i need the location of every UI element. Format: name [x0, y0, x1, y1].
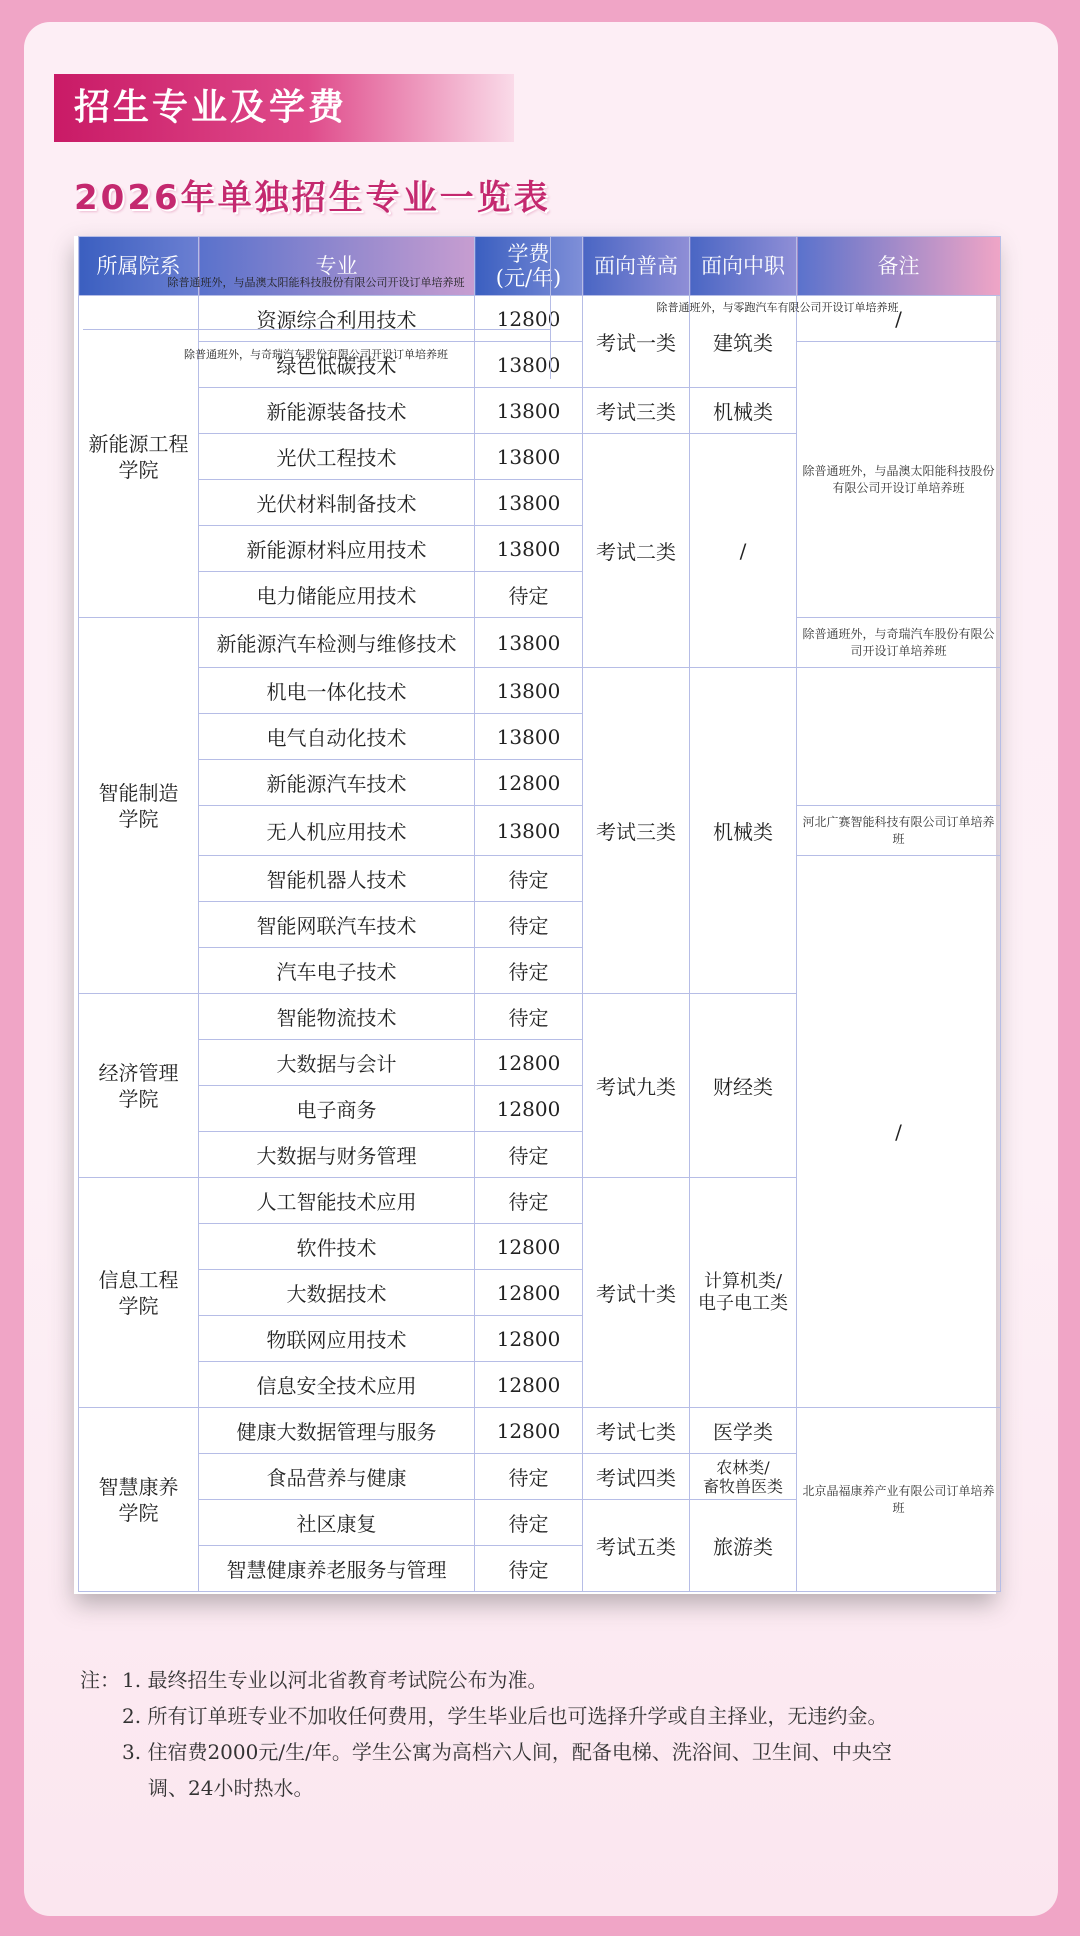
general-exam-cell: 考试十类: [583, 1178, 690, 1408]
fee-cell: 12800: [475, 1270, 583, 1316]
fee-cell: 13800: [475, 434, 583, 480]
fee-cell: 12800: [475, 1224, 583, 1270]
vocational-cell: 财经类: [690, 994, 797, 1178]
general-exam-cell: 考试三类: [583, 388, 690, 434]
college-cell: [79, 1408, 199, 1592]
fee-cell: 12800: [475, 1040, 583, 1086]
major-cell: 光伏工程技术: [199, 434, 475, 480]
major-cell: 新能源汽车技术: [199, 760, 475, 806]
vocational-cell: [690, 1454, 797, 1500]
major-cell: 健康大数据管理与服务: [199, 1408, 475, 1454]
major-cell: 大数据与财务管理: [199, 1132, 475, 1178]
major-cell: 信息安全技术应用: [199, 1362, 475, 1408]
college-name-line: 信息工程: [98, 1267, 179, 1292]
major-cell: 电气自动化技术: [199, 714, 475, 760]
general-exam-cell: 考试二类: [583, 434, 690, 668]
major-cell: 智能物流技术: [199, 994, 475, 1040]
fee-cell: 12800: [475, 1316, 583, 1362]
majors-table-container: [74, 236, 996, 1594]
college-name-line: 新能源工程: [88, 431, 189, 456]
major-cell: 汽车电子技术: [199, 948, 475, 994]
major-cell: 电子商务: [199, 1086, 475, 1132]
remark-cell: 除普通班外，与奇瑞汽车股份有限公司开设订单培养班: [797, 618, 1001, 668]
vocational-line: 计算机类/: [703, 1270, 783, 1292]
header-fee-line1: 学费: [507, 242, 550, 266]
general-exam-cell: 考试九类: [583, 994, 690, 1178]
fee-cell: 待定: [475, 1546, 583, 1592]
fee-cell: 待定: [475, 902, 583, 948]
vocational-cell: [690, 1178, 797, 1408]
major-cell: 大数据与会计: [199, 1040, 475, 1086]
header-college: 所属院系: [79, 237, 199, 296]
vocational-cell: 机械类: [690, 668, 797, 994]
notes-label: 注：: [80, 1668, 120, 1692]
major-cell: 智能网联汽车技术: [199, 902, 475, 948]
remark-cell: 北京晶福康养产业有限公司订单培养班: [797, 1408, 1001, 1592]
table-row: [79, 1408, 1001, 1454]
fee-cell: 12800: [475, 760, 583, 806]
fee-cell: 12800: [475, 1408, 583, 1454]
note-text: 3. 住宿费2000元/生/年。学生公寓为高档六人间，配备电梯、洗浴间、卫生间、中央空: [122, 1740, 892, 1764]
table-row: [79, 856, 1001, 902]
fee-cell: 待定: [475, 1454, 583, 1500]
header-major: 专业: [199, 237, 475, 296]
college-name-line: 学院: [118, 1293, 159, 1318]
fee-cell: 12800: [475, 296, 583, 342]
fee-cell: 待定: [475, 994, 583, 1040]
fee-cell: 待定: [475, 1132, 583, 1178]
fee-cell: 待定: [475, 1500, 583, 1546]
major-cell: 物联网应用技术: [199, 1316, 475, 1362]
major-cell: 智慧健康养老服务与管理: [199, 1546, 475, 1592]
fee-cell: 13800: [475, 714, 583, 760]
major-cell: 新能源材料应用技术: [199, 526, 475, 572]
college-cell: [79, 1178, 199, 1408]
fee-cell: 13800: [475, 668, 583, 714]
note-item: [80, 1662, 1020, 1698]
fee-cell: 13800: [475, 342, 583, 388]
header-remarks: 备注: [797, 237, 1001, 296]
major-cell: 无人机应用技术: [199, 806, 475, 856]
vocational-line: 畜牧兽医类: [702, 1476, 783, 1496]
note-item: [80, 1770, 1020, 1806]
general-exam-cell: 考试五类: [583, 1500, 690, 1592]
header-vocational: 面向中职: [690, 237, 797, 296]
college-name-line: 学院: [118, 1500, 159, 1525]
college-name-line: 智慧康养: [98, 1474, 179, 1499]
vocational-cell: 医学类: [690, 1408, 797, 1454]
general-exam-cell: 考试三类: [583, 668, 690, 994]
college-cell: [79, 618, 199, 994]
table-row: [79, 668, 1001, 714]
major-cell: 社区康复: [199, 1500, 475, 1546]
remark-cell: /: [797, 296, 1001, 342]
fee-cell: 待定: [475, 1178, 583, 1224]
note-text: 调、24小时热水。: [148, 1776, 314, 1800]
fee-cell: 13800: [475, 526, 583, 572]
remark-cell: 除普通班外，与零跑汽车有限公司开设订单培养班: [656, 301, 899, 314]
college-cell: [79, 994, 199, 1178]
college-name-line: 经济管理: [98, 1060, 179, 1085]
majors-table: [78, 236, 1001, 1592]
major-cell: 机电一体化技术: [199, 668, 475, 714]
vocational-cell: 建筑类: [690, 296, 797, 388]
major-cell: 软件技术: [199, 1224, 475, 1270]
fee-cell: 待定: [475, 856, 583, 902]
major-cell: 新能源装备技术: [199, 388, 475, 434]
remark-cell: 除普通班外，与奇瑞汽车股份有限公司开设订单培养班: [83, 329, 551, 379]
general-exam-cell: 考试四类: [583, 1454, 690, 1500]
table-title: 2026年单独招生专业一览表: [74, 178, 551, 218]
major-cell: 人工智能技术应用: [199, 1178, 475, 1224]
fee-cell: 13800: [475, 806, 583, 856]
note-text: 2. 所有订单班专业不加收任何费用，学生毕业后也可选择升学或自主择业，无违约金。: [122, 1704, 888, 1728]
remark-cell: 河北广赛智能科技有限公司订单培养班: [797, 806, 1001, 856]
note-item: [80, 1734, 1020, 1770]
major-cell: 光伏材料制备技术: [199, 480, 475, 526]
major-cell: 食品营养与健康: [199, 1454, 475, 1500]
major-cell: 电力储能应用技术: [199, 572, 475, 618]
notes-section: [80, 1662, 1020, 1806]
section-title: 招生专业及学费: [54, 74, 514, 142]
college-name-line: 智能制造: [98, 780, 179, 805]
vocational-cell: 机械类: [690, 388, 797, 434]
note-item: [80, 1698, 1020, 1734]
major-cell: 大数据技术: [199, 1270, 475, 1316]
general-exam-cell: 考试一类: [583, 296, 690, 388]
fee-cell: 待定: [475, 948, 583, 994]
major-cell: 新能源汽车检测与维修技术: [199, 618, 475, 668]
header-fee-line2: (元/年): [495, 266, 562, 290]
table-row: [79, 806, 1001, 856]
remark-cell: /: [797, 856, 1001, 1408]
fee-cell: 13800: [475, 618, 583, 668]
fee-cell: 12800: [475, 1362, 583, 1408]
header-general: 面向普高: [583, 237, 690, 296]
fee-cell: 待定: [475, 572, 583, 618]
note-text: 1. 最终招生专业以河北省教育考试院公布为准。: [122, 1668, 548, 1692]
major-cell: 绿色低碳技术: [199, 342, 475, 388]
remark-cell: 除普通班外，与晶澳太阳能科技股份有限公司开设订单培养班: [797, 342, 1001, 618]
table-row: [79, 618, 1001, 668]
fee-cell: 13800: [475, 388, 583, 434]
remark-split-table: [83, 237, 1005, 379]
major-cell: 智能机器人技术: [199, 856, 475, 902]
fee-cell: 12800: [475, 1086, 583, 1132]
college-name-line: 学院: [118, 806, 159, 831]
vocational-line: 农林类/: [716, 1457, 770, 1477]
college-name-line: 学院: [118, 1086, 159, 1111]
general-exam-cell: 考试七类: [583, 1408, 690, 1454]
vocational-line: 电子电工类: [698, 1292, 788, 1314]
vocational-cell: /: [690, 434, 797, 668]
vocational-cell: 旅游类: [690, 1500, 797, 1592]
major-cell: 资源综合利用技术: [199, 296, 475, 342]
college-name-line: 学院: [118, 457, 159, 482]
remark-cell: 除普通班外，与晶澳太阳能科技股份有限公司开设订单培养班: [83, 237, 551, 330]
fee-cell: 13800: [475, 480, 583, 526]
